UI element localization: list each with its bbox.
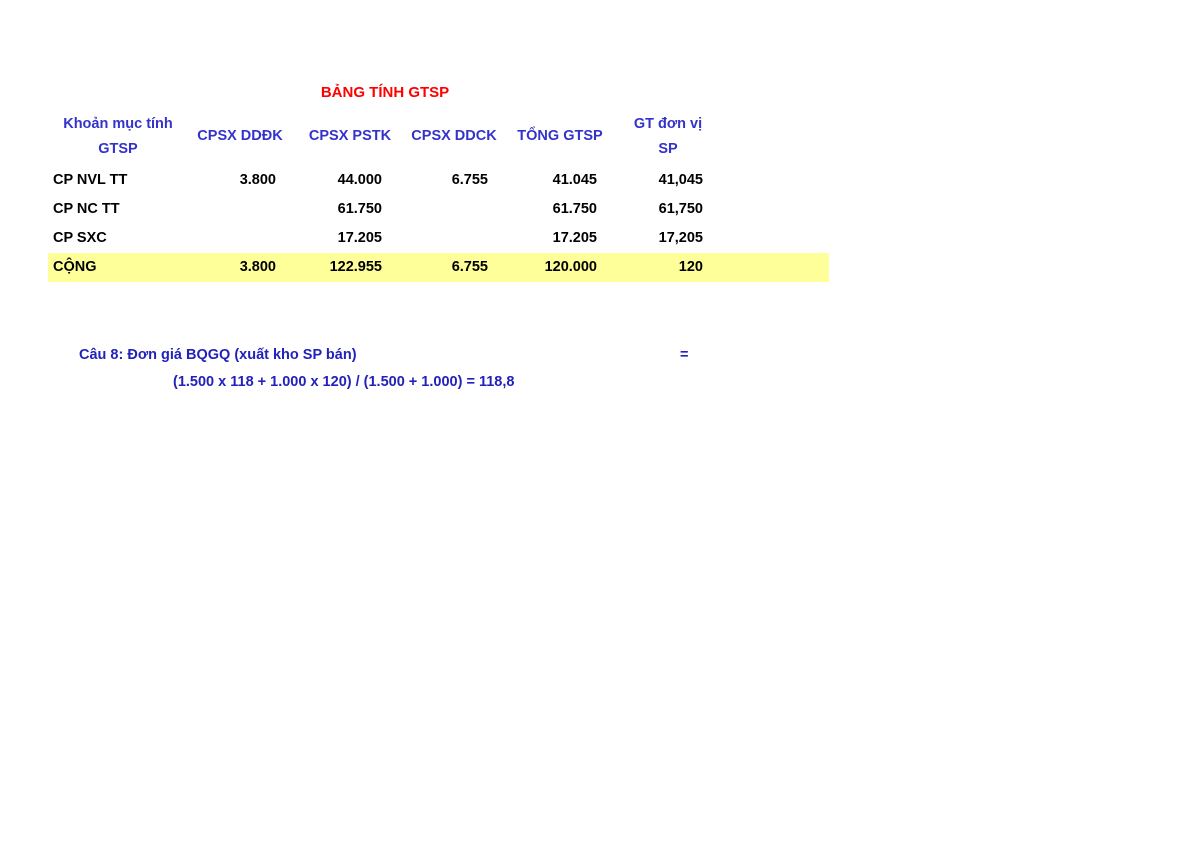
header-cpsx-pstk: CPSX PSTK [308, 128, 392, 144]
table-cell: 120.000 [544, 259, 597, 275]
table-cell: 3.800 [239, 259, 276, 275]
header-gt-don-vi-line2: SP [658, 141, 678, 157]
table-cell: 61,750 [658, 201, 703, 217]
table-cell: 61.750 [552, 201, 597, 217]
equals-sign: = [680, 347, 689, 363]
header-khoan-muc [50, 112, 186, 162]
table-cell: CP NVL TT [53, 172, 128, 188]
table-cell: 122.955 [329, 259, 382, 275]
header-cpsx-dddk: CPSX DDĐK [197, 128, 283, 144]
table-cell: 17.205 [337, 230, 382, 246]
table-cell: 6.755 [451, 172, 488, 188]
header-gt-don-vi-line1: GT đơn vị [633, 116, 703, 132]
table-cell: CP NC TT [53, 201, 120, 217]
table-cell: 3.800 [239, 172, 276, 188]
table-cell: 41.045 [552, 172, 597, 188]
table-cell: 17,205 [658, 230, 703, 246]
table-cell: CỘNG [53, 259, 97, 275]
table-row-cp-sxc [48, 224, 829, 253]
header-tong-gtsp: TỔNG GTSP [517, 128, 603, 144]
table-cell: 6.755 [451, 259, 488, 275]
table-cell: 120 [678, 259, 703, 275]
table-row-total [48, 253, 829, 282]
header-gt-don-vi [620, 112, 716, 162]
header-khoan-muc-line1: Khoản mục tính [63, 116, 173, 132]
table-cell: 17.205 [552, 230, 597, 246]
table-row-cp-nvl-tt [48, 166, 829, 195]
header-khoan-muc-line2: GTSP [98, 141, 138, 157]
table-title: BẢNG TÍNH GTSP [320, 84, 450, 101]
table-row-cp-nc-tt [48, 195, 829, 224]
formula-text: (1.500 x 118 + 1.000 x 120) / (1.500 + 1.000) = 118,8 [173, 374, 515, 390]
table-cell: CP SXC [53, 230, 107, 246]
table-cell: 61.750 [337, 201, 382, 217]
table-cell: 44.000 [337, 172, 382, 188]
table-cell: 41,045 [658, 172, 703, 188]
header-cpsx-ddck: CPSX DDCK [411, 128, 497, 144]
question-text: Câu 8: Đơn giá BQGQ (xuất kho SP bán) [79, 347, 357, 363]
